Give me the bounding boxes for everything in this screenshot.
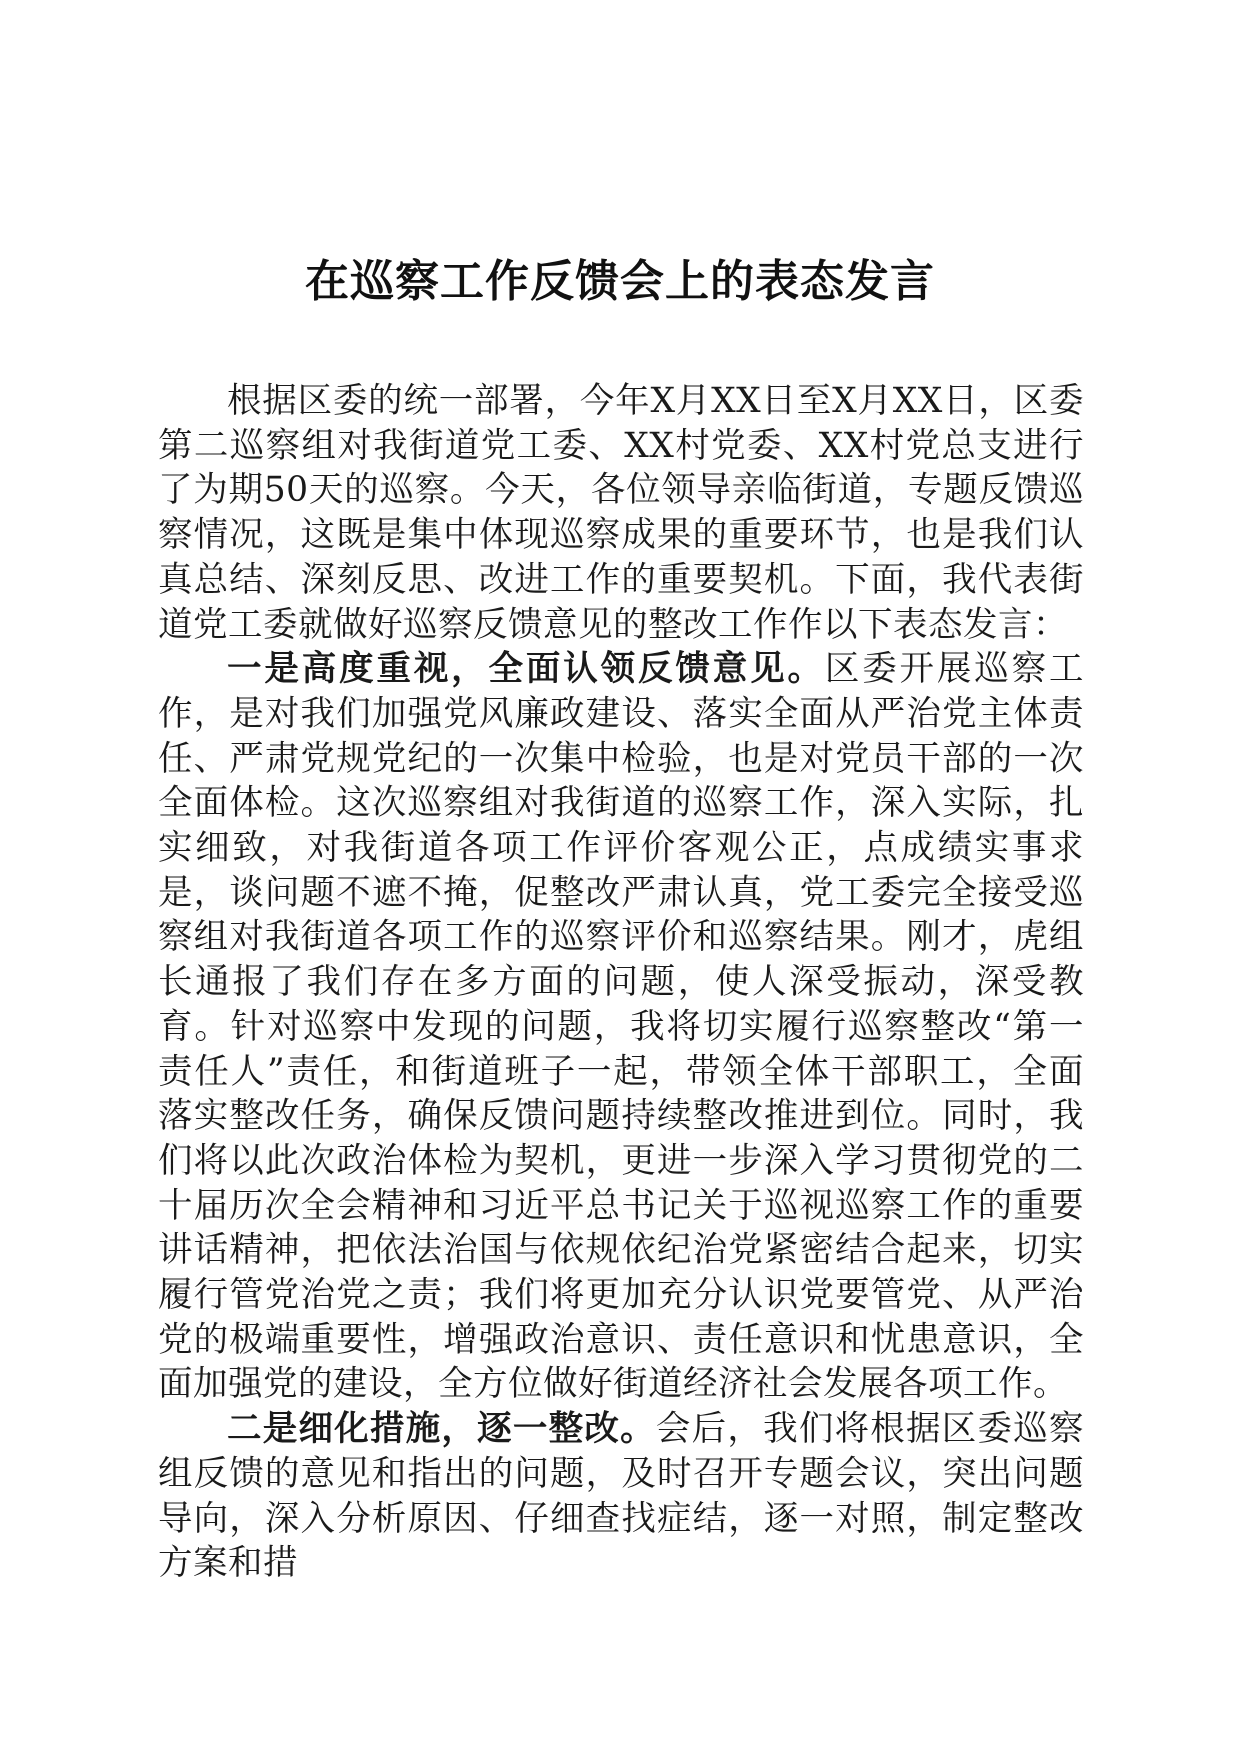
paragraph-intro [158,379,1084,647]
paragraph-text: 区委开展巡察工作，是对我们加强党风廉政建设、落实全面从严治党主体责任、严肃党规党纪的一次集中检验，也是对党员干部的一次全面体检。这次巡察组对我街道的巡察工作，深入实际，扎实细致，对我街道各项工作评价客观公正，点成绩实事求是，谈问题不遮不掩，促整改严肃认真，党工委完全接受巡察组对我街道各项工作的巡察评价和巡察结果。刚才，虎组长通报了我们存在多方面的问题，使人深受振动，深受教育。针对巡察中发现的问题，我将切实履行巡察整改“第一责任人”责任，和街道班子一起，带领全体干部职工，全面落实整改任务，确保反馈问题持续整改推进到位。同时，我们将以此次政治体检为契机，更进一步深入学习贯彻党的二十届历次全会精神和习近平总书记关于巡视巡察工作的重要讲话精神，把依法治国与依规依纪治党紧密结合起来，切实履行管党治党之责；我们将更加充分认识党要管党、从严治党的极端重要性，增强政治意识、责任意识和忧患意识，全面加强党的建设，全方位做好街道经济社会发展各项工作。 [158,649,1085,1405]
paragraph-point-one [158,647,1084,1407]
document-body [158,379,1084,1586]
paragraph-lead: 一是高度重视，全面认领反馈意见。 [227,649,825,690]
paragraph-lead: 二是细化措施，逐一整改。 [227,1409,656,1450]
paragraph-point-two [158,1407,1084,1586]
paragraph-text: 会后，我们将根据区委巡察组反馈的意见和指出的问题，及时召开专题会议，突出问题导向，深入分析原因、仔细查找症结，逐一对照，制定整改方案和措 [158,1409,1085,1584]
document-title: 在巡察工作反馈会上的表态发言 [305,256,935,307]
paragraph-text: 根据区委的统一部署，今年X月XX日至X月XX日，区委第二巡察组对我街道党工委、XX村党委、XX村党总支进行了为期50天的巡察。今天，各位领导亲临街道，专题反馈巡察情况，这既是集中体现巡察成果的重要环节，也是我们认真总结、深刻反思、改进工作的重要契机。下面，我代表街道党工委就做好巡察反馈意见的整改工作作以下表态发言： [158,381,1084,645]
